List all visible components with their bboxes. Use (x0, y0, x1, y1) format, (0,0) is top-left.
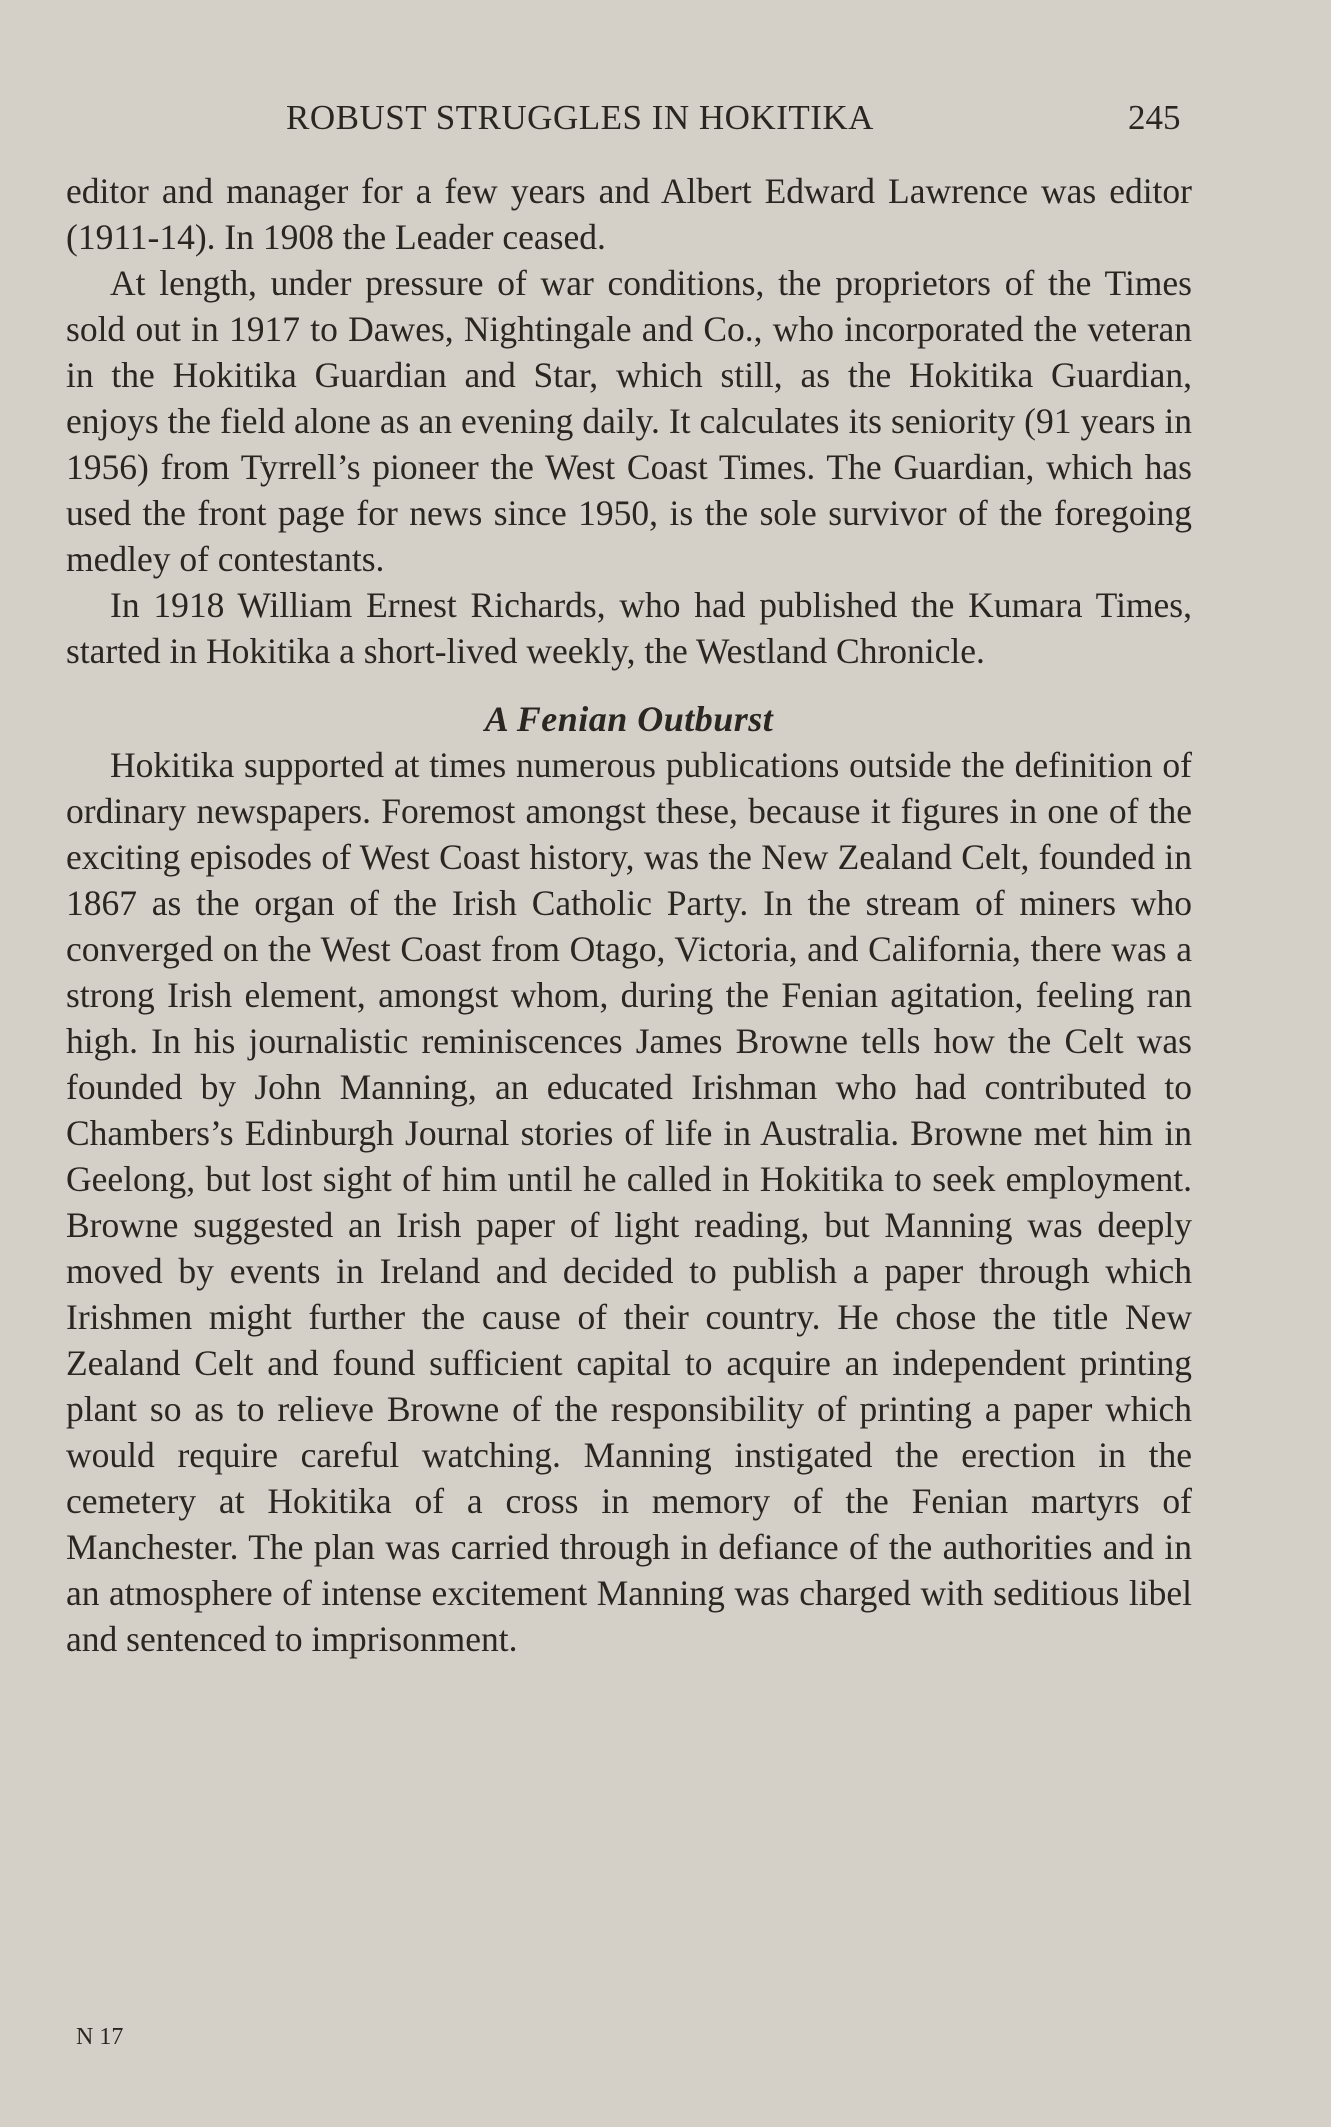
signature-mark: N 17 (76, 2024, 124, 2050)
paragraph-times-sale: At length, under pressure of war conditions, the proprietors of the Times sold out in 1917 to Dawes, Nightingale and Co., who incorporated the veteran in the Hokitika Guardian and Star, which still, as the Hokitika Guardian, enjoys the field alone as an evening daily. It calculates its seniority (91 years in 1956) from Tyrrell’s pioneer the West Coast Times. The Guardian, which has used the front page for news since 1950, is the sole survivor of the foregoing medley of contestants. (66, 263, 1192, 579)
section-heading: A Fenian Outburst (484, 699, 774, 739)
paragraph-westland-chronicle: In 1918 William Ernest Richards, who had published the Kumara Times, started in Hokitika a short-lived weekly, the Westland Chronicle. (66, 585, 1192, 671)
paragraph-fenian-outburst: Hokitika supported at times numerous publications outside the definition of ordinary newspapers. Foremost amongst these, because it figures in one of the exciting episodes of West Coast history, was the New Zealand Celt, founded in 1867 as the organ of the Irish Catholic Party. In the stream of miners who converged on the West Coast from Otago, Victoria, and California, there was a strong Irish element, amongst whom, during the Fenian agitation, feeling ran high. In his journalistic reminiscences James Browne tells how the Celt was founded by John Manning, an educated Irishman who had contributed to Chambers’s Edinburgh Journal stories of life in Australia. Browne met him in Geelong, but lost sight of him until he called in Hokitika to seek employment. Browne suggested an Irish paper of light reading, but Manning was deeply moved by events in Ireland and decided to publish a paper through which Irishmen might further the cause of their country. He chose the title New Zealand Celt and found sufficient capital to acquire an independent printing plant so as to relieve Browne of the responsibility of printing a paper which would require careful watching. Manning instigated the erection in the cemetery at Hokitika of a cross in memory of the Fenian martyrs of Manchester. The plan was carried through in defiance of the authorities and in an atmosphere of intense excitement Manning was charged with seditious libel and sentenced to imprisonment. (66, 745, 1192, 1659)
body-text (66, 168, 1192, 1662)
paragraph-continued: editor and manager for a few years and Albert Edward Lawrence was editor (1911-14). In 1908 the Leader ceased. (66, 171, 1192, 257)
running-title: ROBUST STRUGGLES IN HOKITIKA (286, 98, 874, 137)
page-number: 245 (1128, 98, 1181, 137)
running-head (0, 98, 1331, 142)
